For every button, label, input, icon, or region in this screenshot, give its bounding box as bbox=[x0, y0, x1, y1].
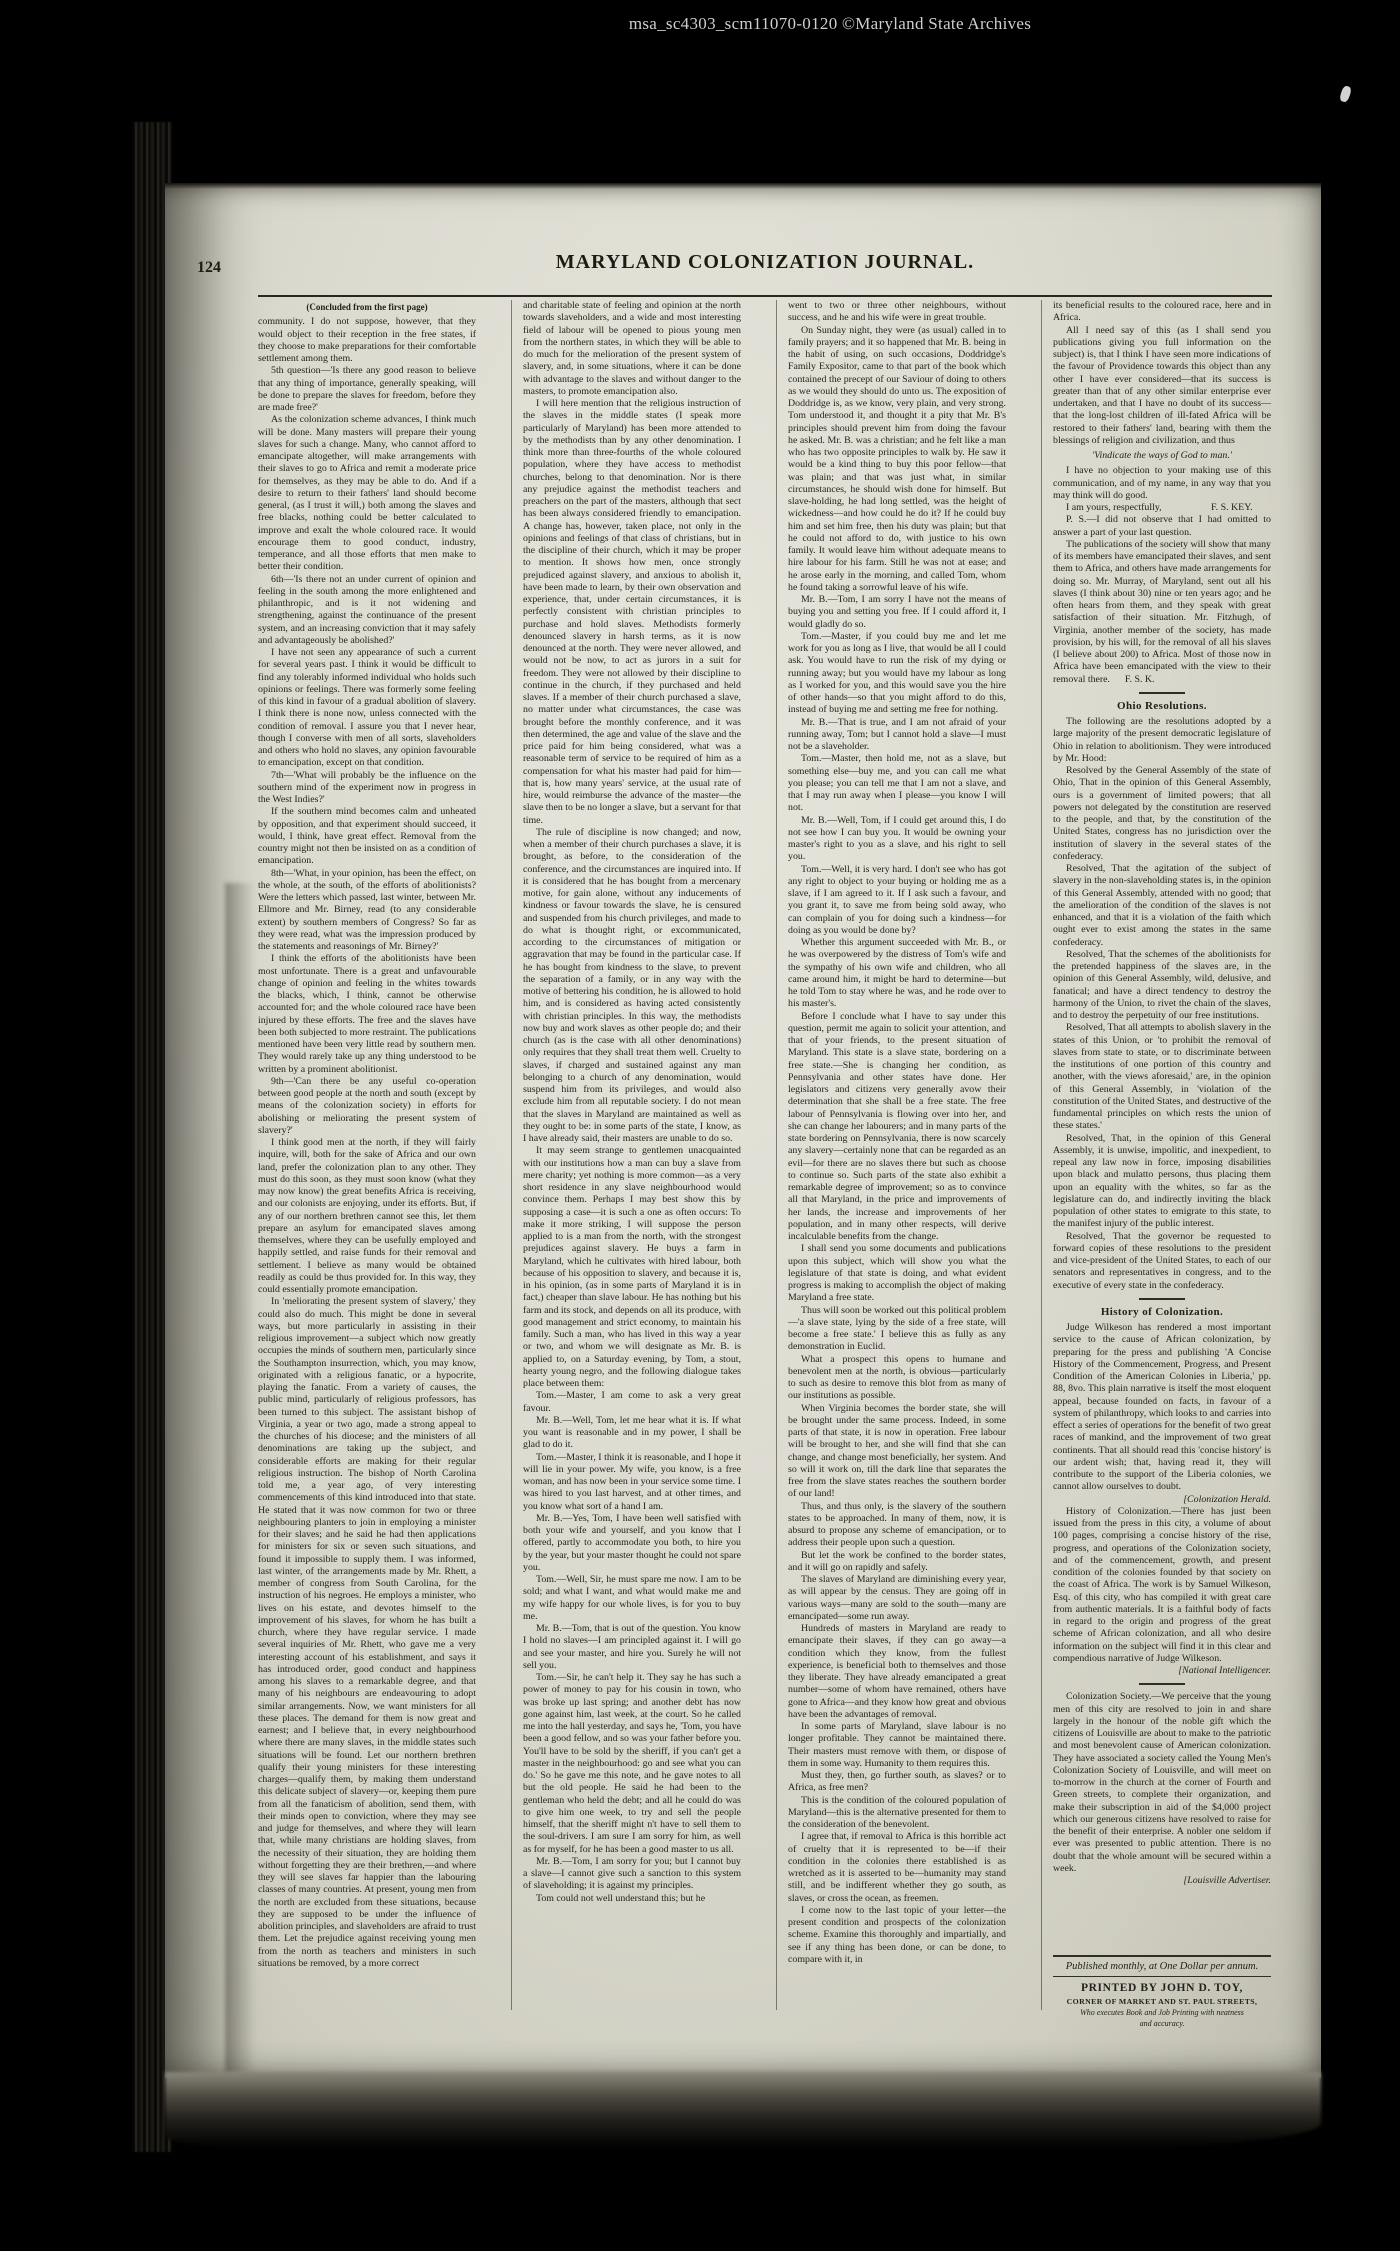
paragraph: I am yours, respectfully, F. S. KEY. bbox=[1066, 502, 1253, 513]
publisher-colophon bbox=[1053, 1951, 1271, 2028]
text-column-1 bbox=[258, 300, 476, 2012]
paragraph: community. I do not suppose, however, that they would object to their reception in the free states, if they choose to make preparations for their comfortable settlement among them. bbox=[258, 316, 476, 364]
paragraph: Before I conclude what I have to say under this question, permit me again to solicit your attention, and that of your friends, to the present situation of Maryland. This state is a slave state, bordering on a free state.—She is changing her condition, as Pennsylvania and other states have done. Her legislators and citizens very generally avow their determination that she shall be a free state. The free labour of Pennsylvania is flowing over into her, and she can change her labourers; and in many parts of the state bordering on Pennsylvania, there is now scarcely any slavery—certainly none that can be regarded as an evil—for there are no slaves there but such as choose to continue so. Such parts of the state also exhibit a remarkable degree of improvement; so as to convince all that Maryland, in the price and improvements of her lands, the increase and improvements of her population, and in many other respects, will derive incalculable benefits from the change. bbox=[788, 1010, 1006, 1242]
paragraph: Tom.—Well, it is very hard. I don't see who has got any right to object to your buying or holding me as a slave, if I am agreed to it. If I ask such a favour, and you grant it, to save me from being sold away, who can complain of you for doing such a kindness—for doing as you would be done by? bbox=[788, 863, 1006, 936]
column-divider bbox=[1041, 300, 1042, 2010]
paragraph: I come now to the last topic of your letter—the present condition and prospects of the colonization scheme. Examine this thoroughly and impartially, and see if any thing has been done, or can be done, to compare with it, in bbox=[788, 1904, 1006, 1965]
paragraph: Thus will soon be worked out this political problem—'a slave state, lying by the side of a free state, will become a free state.' I believe this as fully as any demonstration in Euclid. bbox=[788, 1304, 1006, 1353]
paragraph: Tom.—Well, Sir, he must spare me now. I am to be sold; and what I want, and what would make me and my wife happy for our whole lives, is for you to buy me. bbox=[523, 1574, 741, 1622]
section-divider bbox=[1139, 1683, 1185, 1685]
header-rule bbox=[258, 295, 1272, 297]
paragraph: It may seem strange to gentlemen unacquainted with our institutions how a man can buy a slave from mere charity; yet nothing is more common—as a very short residence in any slave neighbourhood would convince them. Perhaps I may best show this by supposing a case—it is such a one as often occurs: To make it more striking, I will suppose the person applied to is a man from the north, with the strongest prejudices against slavery. He buys a farm in Maryland, which he cultivates with hired labour, both because of his opposition to slavery, and because it is, in his opinion, (as in some parts of Maryland it is in fact,) cheaper than slave labour. He has nothing but his farm and its stock, and depends on all its produce, with good management and strict economy, to maintain his family. Such a man, who has lived in this way a year or two, and whom we will designate as Mr. B. is applied to, on a Saturday evening, by Tom, a stout, hearty young negro, and the following dialogue takes place between them: bbox=[523, 1145, 741, 1389]
paragraph: Tom.—Master, then hold me, not as a slave, but something else—buy me, and you can call me what you please; you can tell me that I am not a slave, and that I may run away when I please—you know I will not. bbox=[788, 753, 1006, 814]
paragraph: Mr. B.—Well, Tom, if I could get around this, I do not see how I can buy you. It would be owning your master's right to you as a slave, and his right to sell you. bbox=[788, 814, 1006, 863]
printer-note-line2: and accuracy. bbox=[1139, 2019, 1185, 2028]
source-attribution: [Colonization Herald. bbox=[1183, 1493, 1271, 1505]
paragraph: In 'meliorating the present system of slavery,' they could also do much. This might be done in several ways, but more particularly in assisting in their religious improvement—a subject which now greatly occupies the minds of southern men, particularly since the Southampton insurrection, which, you may know, originated with a religious fanatic, or a hypocrite, playing the fanatic. From a variety of causes, the public mind, particularly of religious professors, has been turned to this subject. The assistant bishop of Virginia, a year or two ago, made a strong appeal to the churches of his diocese; and the ministers of all denominations are taking up the subject, and considerable efforts are making for their regular religious instruction. The bishop of North Carolina told me, a year ago, of very interesting commencements of this kind introduced into that state. He stated that it was now common for two or three neighbouring planters to join in employing a minister for their slaves; and he said he had then applications for ministers for six or seven such situations, and found it impossible to supply them. I was informed, last winter, of the arrangements made by Mr. Rhett, a member of congress from South Carolina, for the instruction of his negroes. He employs a minister, who lives on his estate, and devotes himself to the improvement of his slaves, for whom he has built a church, where they have regular service. I made several inquiries of Mr. Rhett, who gave me a very interesting account of his establishment, and says it has introduced order, good conduct and happiness among his slaves to a remarkable degree, and that many of his neighbours are endeavouring to adopt similar arrangements. Now, we want ministers for all these places. The demand for them is now great and earnest; and I believe that, in every neighbourhood where there are many slaves, in the middle states such situations will be found. Let our northern brethren qualify their young ministers for these interesting charges—qualify them, by making them understand this delicate subject of slavery—or, keeping them pure from all the fanaticism of abolition, send them, with their minds open to conviction, where they may see and judge for themselves, and where they will learn that, while many christians are holding slaves, from the necessity of their situation, they are holding them without forgetting they are their brethren,—and where they will see slaves far happier than the labouring classes of many countries. At present, young men from the north are excluded from these situations, because they are supposed to be under the influence of abolition principles, and slaveholders are afraid to trust them. Let the prejudice against receiving young men from the north as teachers and ministers in such situations be removed, by a more correct bbox=[258, 1296, 476, 1969]
paragraph: Whether this argument succeeded with Mr. B., or he was overpowered by the distress of Tom's wife and the sympathy of his own wife and children, who all came around him, it might be hard to determine—but he told Tom to stay where he was, and he rode over to his master's. bbox=[788, 937, 1006, 1010]
column-divider bbox=[776, 300, 777, 2010]
paragraph: and charitable state of feeling and opinion at the north towards slaveholders, and a wide and most interesting field of labour will be opened to pious young men from the northern states, in which they will be able to do much for the melioration of the present system of slavery, and, in some situations, where it can be done with advantage to the slaves and without danger to the masters, to promote emancipation also. bbox=[523, 300, 741, 397]
paragraph: This is the condition of the coloured population of Maryland—this is the alternative presented for them to the consideration of the benevolent. bbox=[788, 1794, 1006, 1830]
paragraph: Tom.—Master, if you could buy me and let me work for you as long as I live, that would be all I could ask. You would have to run the risk of my dying or running away; but you would have my labour as long as I worked for you, and this would save you the hire of other hands—so that you might afford to do this, instead of buying me and setting me free for nothing. bbox=[788, 630, 1006, 716]
source-attribution: [Louisville Advertiser. bbox=[1183, 1875, 1271, 1886]
paragraph: Must they, then, go further south, as slaves? or to Africa, as free men? bbox=[788, 1770, 1006, 1794]
paragraph: Tom.—Master, I think it is reasonable, and I hope it will lie in your power. My wife, you know, is a free woman, and has now been in your service some time. I was hired to you last harvest, and at other times, and you know what sort of a hand I am. bbox=[523, 1451, 741, 1512]
paragraph: Resolved by the General Assembly of the state of Ohio, That in the opinion of this General Assembly, ours is a government of limited powers; that all powers not delegated by the constitution are reserved to the people, and that, by the constitution of the United States, congress has no jurisdiction over the institution of slavery in the several states of the confederacy. bbox=[1053, 765, 1271, 862]
page-crease-shadow bbox=[225, 883, 255, 2073]
paragraph: I have not seen any appearance of such a current for several years past. I think it would be difficult to find any tolerably informed individual who holds such opinions or feelings. There was formerly some feeling of this kind in favour of a gradual abolition of slavery. I think there is none now, unless connected with the condition of removal. I assure you that I never hear, though I converse with men of all sorts, slaveholders and others who hold no slaves, any opinion favourable to emancipation, except on that condition. bbox=[258, 647, 476, 769]
printer-note-line1: Who executes Book and Job Printing with neatness bbox=[1080, 2008, 1244, 2017]
journal-page bbox=[165, 183, 1321, 2078]
continuation-note: (Concluded from the first page) bbox=[306, 302, 428, 312]
journal-title: MARYLAND COLONIZATION JOURNAL. bbox=[555, 251, 975, 273]
text-column-4 bbox=[1053, 300, 1271, 1886]
paragraph: Tom.—Sir, he can't help it. They say he has such a power of money to pay for his cousin in town, who was broke up last spring; and another debt has now gone against him, last week, at the court. So he called me into the hall yesterday, and says he, 'Tom, you have been a good fellow, and so was your father before you. You'll have to be sold by the sheriff, if you can't get a master in the neighbourhood: go and see what you can do.' So he gave me this note, and he gave notes to all but the old people. He said he had been to the gentleman who held the debt; and all he could do was to give him one week, to try and sell the people himself, that the sheriff might n't have to sell them to the soul-drivers. I am sure I am sorry for him, as well as for myself, for he has been a good master to us all. bbox=[523, 1672, 741, 1855]
paragraph: History of Colonization.—There has just been issued from the press in this city, a volume of about 100 pages, comprising a concise history of the rise, progress, and operations of the Colonization society, and of the commencement, growth, and present condition of the colonies founded by that society on the coast of Africa. The work is by Samuel Wilkeson, Esq. of this city, who has compiled it with great care from authentic materials. It is a faithful body of facts in regard to the origin and progress of the great scheme of African colonization, and all who desire information on the subject will find it in this clear and compendious narrative of Judge Wilkeson. bbox=[1053, 1505, 1271, 1664]
paragraph: 7th—'What will probably be the influence on the southern mind of the experiment now in progress in the West Indies?' bbox=[258, 769, 476, 805]
text-column-3 bbox=[788, 300, 1006, 2012]
paragraph: In some parts of Maryland, slave labour is no longer profitable. They cannot be maintained there. Their masters must remove with them, or dispose of them in some way. Humanity to them requires this. bbox=[788, 1721, 1006, 1769]
paragraph: its beneficial results to the coloured race, here and in Africa. bbox=[1053, 300, 1271, 324]
paragraph: When Virginia becomes the border state, she will be brought under the same process. Indeed, in some parts of that state, it is now in operation. Free labour will be brought to her, and she will find that she can change, and change most beneficially, her system. And so will it work on, till the dark line that separates the free from the slave states reaches the southern border of our land! bbox=[788, 1402, 1006, 1500]
section-divider bbox=[1139, 692, 1185, 694]
paragraph: Resolved, That the schemes of the abolitionists for the pretended happiness of the slaves are, in the opinion of this General Assembly, wild, delusive, and fanatical; and have a direct tendency to destroy the harmony of the Union, to rivet the chain of the slaves, and to destroy the perpetuity of our free institutions. bbox=[1053, 948, 1271, 1021]
paragraph: I agree that, if removal to Africa is this horrible act of cruelty that it is represented to be—if their condition in the colonies there established is as wretched as it is asserted to be—humanity may stand still, and be indifferent whether they go south, as slaves, or cross the ocean, as freemen. bbox=[788, 1831, 1006, 1904]
paragraph: 5th question—'Is there any good reason to believe that any thing of importance, generally speaking, will be done to prepare the slaves for freedom, before they are made free?' bbox=[258, 365, 476, 413]
paragraph: Resolved, That, in the opinion of this General Assembly, it is unwise, impolitic, and inexpedient, to repeal any law now in force, imposing disabilities upon black and mulatto persons, thus placing them upon an equality with the whites, so far as the legislature can do, and indirectly inviting the black population of other states to emigrate to this state, to the manifest injury of the public interest. bbox=[1053, 1132, 1271, 1230]
paragraph: I think good men at the north, if they will fairly inquire, will, both for the sake of Africa and our own land, prefer the colonization plan to any other. They must do this soon, as they must soon know (what they may now know) the great benefits Africa is receiving, and our colonists are enjoying, under its efforts. But, if any of our northern brethren cannot see this, let them prepare an asylum for emancipated slaves among themselves, where they can be usefully employed and happily settled, and raise funds for their removal and settlement. I believe as many would be obtained readily as could be thus provided for. In this way, they could essentially promote emancipation. bbox=[258, 1137, 476, 1295]
paragraph: Tom.—Master, I am come to ask a very great favour. bbox=[523, 1390, 741, 1414]
page-number: 124 bbox=[197, 259, 221, 276]
text-column-2 bbox=[523, 300, 741, 2012]
paragraph: P. S.—I did not observe that I had omitted to answer a part of your last question. bbox=[1053, 514, 1271, 538]
section-heading: History of Colonization. bbox=[1100, 1305, 1224, 1318]
paragraph: went to two or three other neighbours, without success, and he and his wife were in great trouble. bbox=[788, 300, 1006, 324]
paragraph: Mr. B.—Yes, Tom, I have been well satisfied with both your wife and yourself, and you know that I offered, partly to accommodate you both, to hire you by the year, but your master thought he could not spare you. bbox=[523, 1512, 741, 1573]
book-bottom-edge bbox=[165, 2072, 1321, 2157]
paragraph: Mr. B.—Tom, that is out of the question. You know I hold no slaves—I am principled against it. I will go and see your master, and hire you. Surely he will not sell you. bbox=[523, 1623, 741, 1671]
colophon-rule bbox=[1053, 1955, 1271, 1957]
archive-watermark: msa_sc4303_scm11070-0120 ©Maryland State Archives bbox=[628, 14, 1032, 33]
paragraph: I think the efforts of the abolitionists have been most unfortunate. There is a great and unfavourable change of opinion and feeling in the whites towards the blacks, which, I think, cannot be otherwise accounted for; and the whole coloured race have been injured by these efforts. The free and the slaves have been both subjected to more restraint. The publications mentioned have been very little read by southern men. They would rarely take up any thing understood to be written by a prominent abolitionist. bbox=[258, 953, 476, 1075]
paragraph: 9th—'Can there be any useful co-operation between good people at the north and south (except by means of the colonization society) in efforts for abolishing or meliorating the present system of slavery?' bbox=[258, 1075, 476, 1136]
column-divider bbox=[511, 300, 512, 2010]
paragraph: All I need say of this (as I shall send you publications giving you full information on the subject) is, that I think I have seen more indications of the favour of Providence towards this object than any other I have ever considered—that its success is greater than that of any other similar enterprise ever undertaken, and that I have no doubt of its success—that the long-lost children of ill-fated Africa will be restored to their fathers' land, bearing with them the blessings of religion and civilization, and thus bbox=[1053, 324, 1271, 446]
paragraph: Mr. B.—Tom, I am sorry for you; but I cannot buy a slave—I cannot give such a sanction to this system of slaveholding; it is against my principles. bbox=[523, 1855, 741, 1892]
section-heading: Ohio Resolutions. bbox=[1117, 699, 1207, 712]
paragraph: Resolved, That all attempts to abolish slavery in the states of this Union, or 'to prohibit the removal of slaves from state to state, or to discriminate between the institutions of one portion of this country and another, with the views aforesaid,' are, in the opinion of this General Assembly, in 'violation of the constitution of the United States, and destructive of the fundamental principles on which rests the union of these states.' bbox=[1053, 1022, 1271, 1132]
paragraph: Judge Wilkeson has rendered a most important service to the cause of African colonization, by preparing for the press and publishing 'A Concise History of the Commencement, Progress, and Present Condition of the American Colonies in Liberia,' pp. 88, 8vo. This plain narrative is itself the most eloquent appeal, because founded on facts, in favour of a system of philanthropy, which looks to and carries into effect a series of operations for the benefit of two great races of mankind, and the improvement of two great continents. That all should read this 'concise history' is our ardent wish; that, having read it, they will contribute to the support of the Liberia colonies, we cannot allow ourselves to doubt. bbox=[1053, 1322, 1271, 1493]
paragraph: The following are the resolutions adopted by a large majority of the present democratic legislature of Ohio in relation to abolitionism. They were introduced by Mr. Hood: bbox=[1053, 716, 1271, 764]
paragraph: Mr. B.—That is true, and I am not afraid of your running away, Tom; but I cannot hold a slave—I must not be a slaveholder. bbox=[788, 716, 1006, 752]
paragraph: I have no objection to your making use of this communication, and of my name, in any way that you may think will do good. bbox=[1053, 465, 1271, 501]
paragraph: The rule of discipline is now changed; and now, when a member of their church purchases a slave, it is brought, as before, to the consideration of the conference, and the circumstances are inquired into. If it is considered that he has bought from a mercenary motive, for gain alone, without any inducements of kindness or favour towards the slave, he is censured and suspended from his church privileges, and made to do what is thought right, or excommunicated, according to the circumstances of mitigation or aggravation that may be found in the particular case. If he has bought from kindness to the slave, to prevent the separation of a family, or in any way with the motive of bettering his condition, he is allowed to hold him, and is considered as having acted consistently with christian principles. In this way, the methodists now buy and work slaves as other people do; and their church (as is the case with all other denominations) only requires that they shall treat them well. Cruelty to slaves, if charged and sustained against any man belonging to a church of any denomination, would suspend him from its privileges, and would also exclude him from all reputable society. I do not mean that the slaves in Maryland are maintained as well as they ought to be: in some parts of the state, I know, as I have already said, their masters are unable to do so. bbox=[523, 826, 741, 1144]
paragraph: Resolved, That the agitation of the subject of slavery in the non-slaveholding states is, in the opinion of this General Assembly, attended with no good; that the amelioration of the condition of the slaves is not enhanced, and that it is a violation of the faith which ought ever to exist among the states in the same confederacy. bbox=[1053, 863, 1271, 948]
paragraph: The slaves of Maryland are diminishing every year, as will appear by the census. They are going off in various ways—many are sold to the south—many are emancipated—some run away. bbox=[788, 1574, 1006, 1622]
paragraph: I shall send you some documents and publications upon this subject, which will show you what the legislature of that state is doing, and what evident progress is making to accomplish the object of making Maryland a free state. bbox=[788, 1243, 1006, 1304]
paragraph: 'Vindicate the ways of God to man.' bbox=[1092, 450, 1232, 461]
paragraph: 8th—'What, in your opinion, has been the effect, on the whole, at the south, of the efforts of abolitionists? Were the letters which passed, last winter, between Mr. Ellmore and Mr. Birney, read (to any considerable extent) by southern members of Congress? So far as they were read, what was the impression produced by the statements and reasonings of Mr. Birney?' bbox=[258, 867, 476, 952]
paragraph: Thus, and thus only, is the slavery of the southern states to be approached. In many of them, now, it is absurd to propose any scheme of emancipation, or to address their people upon such a question. bbox=[788, 1500, 1006, 1549]
paragraph: On Sunday night, they were (as usual) called in to family prayers; and it so happened that Mr. B. being in the habit of using, on such occasions, Doddridge's Family Expositor, came to that part of the book which contained the precept of our Saviour of doing to others as we would they should do unto us. The exposition of Doddridge is, as we know, very plain, and very strong. Tom understood it, and thought it a pity that Mr. B's principles should prevent him from doing the favour he asked. Mr. B. was a christian; and he felt like a man who has two opposite principles to walk by. He saw it would be a kind thing to buy this poor fellow—that was plain; and that was just what, in similar circumstances, he should wish done for himself. But slave-holding, he had long settled, was the height of wickedness—and how could he do it? If he could buy him and set him free, then his duty was plain; but that he could not afford to do, with justice to his own family. It would leave him without adequate means to hire labour for his farm. Still he was not at ease; and he arose early in the morning, and called Tom, whom he found taking a sorrowful leave of his wife. bbox=[788, 324, 1006, 593]
printer-name: PRINTED BY JOHN D. TOY, bbox=[1080, 1982, 1244, 1994]
paragraph: Resolved, That the governor be requested to forward copies of these resolutions to the president and vice-president of the United States, to each of our senators and representatives in congress, and to the executive of every state in the confederacy. bbox=[1053, 1230, 1271, 1291]
publication-terms: Published monthly, at One Dollar per annum. bbox=[1065, 1961, 1259, 1972]
paragraph: Mr. B.—Well, Tom, let me hear what it is. If what you want is reasonable and in my power, I shall be glad to do it. bbox=[523, 1414, 741, 1451]
paragraph: Tom could not well understand this; but he bbox=[536, 1892, 706, 1904]
paragraph: As the colonization scheme advances, I think much will be done. Many masters will prepare their young slaves for such a change. Many, who cannot afford to emancipate altogether, will make arrangements with their slaves to go to Africa and remit a moderate price for themselves, as they may be able to do. And if a desire to return to their fathers' land should become general, (as I trust it will,) both among the slaves and free blacks, nothing could be better calculated to improve and exalt the whole coloured race. It would encourage them to good conduct, industry, temperance, and all those efforts that men make to better their condition. bbox=[258, 414, 476, 573]
section-divider bbox=[1139, 1298, 1185, 1300]
printer-address: CORNER OF MARKET AND ST. PAUL STREETS, bbox=[1066, 1997, 1258, 2006]
paragraph: What a prospect this opens to humane and benevolent men at the north, is obvious—particularly to such as desire to remove this blot from as many of our institutions as possible. bbox=[788, 1353, 1006, 1402]
paragraph: I will here mention that the religious instruction of the slaves in the middle states (I speak more particularly of Maryland) has been more attended to by the methodists than by any other denomination. I think more than three-fourths of the whole coloured population, where they have access to methodist churches, belong to that denomination. Nor is there any prejudice against the methodist teachers and preachers on the part of the masters, although that sect has been always considered friendly to emancipation. A change has, however, taken place, not only in the opinions and feelings of that class of christians, but in the discipline of their church, which it may be proper to mention. It shows how men, once strongly prejudiced against slavery, and anxious to abolish it, have been made to learn, by their own observation and experience, that, under certain circumstances, it is perfectly consistent with christian principles to purchase and hold slaves. Methodists formerly denounced slavery in harsh terms, as it is now denounced at the north. They were never allowed, and would not be now, to act as jurors in a suit for freedom. They were not allowed by their discipline to continue in the church, if they purchased and held slaves. If a member of their church purchased a slave, no matter under what circumstances, the case was brought before the monthly conference, and it was then determined, the age and value of the slave and the price paid for him being considered, what was a reasonable term of service to be required of him as a compensation for what his master had paid for him—that is, how many years' service, at the usual rate of hire, would reimburse the advance of the master—the slave then to be no longer a slave, but a servant for that time. bbox=[523, 398, 742, 826]
paragraph: Mr. B.—Tom, I am sorry I have not the means of buying you and setting you free. If I could afford it, I would gladly do so. bbox=[788, 594, 1006, 630]
paragraph: 6th—'Is there not an under current of opinion and feeling in the south among the more enlightened and philanthropic, and is it not widening and strengthening, against the continuance of the present system, and an increasing conviction that it may safely and advantageously be abolished?' bbox=[258, 573, 476, 646]
paragraph: But let the work be confined to the border states, and it will go on rapidly and safely. bbox=[788, 1549, 1006, 1573]
paragraph: If the southern mind becomes calm and unheated by opposition, and that experiment should succeed, it would, I think, have great effect. Removal from the country might not then be insisted on as a condition of emancipation. bbox=[258, 806, 476, 867]
paragraph: Hundreds of masters in Maryland are ready to emancipate their slaves, if they can go away—a condition which they know, from the fullest experience, is beneficial both to themselves and those they liberate. They have already emancipated a great number—some of whom have remained, others have gone to Africa—and they know how great and obvious have been the advantages of removal. bbox=[788, 1623, 1006, 1720]
paragraph: The publications of the society will show that many of its members have emancipated their slaves, and sent them to Africa, and others have made arrangements for doing so. Mr. Murray, of Maryland, sent out all his slaves (I think about 30) nine or ten years ago; and he often hears from them, and they speak with great satisfaction of their situation. Mr. Fitzhugh, of Virginia, another member of the society, has made provision, by his will, for the removal of all his slaves (I believe about 200) to Africa. Most of those now in Africa have been emancipated with the view to their removal there. F. S. K. bbox=[1053, 538, 1271, 685]
source-attribution: [National Intelligencer. bbox=[1178, 1665, 1271, 1676]
paragraph: Colonization Society.—We perceive that the young men of this city are resolved to join in and share largely in the honour of the noble gift which the citizens of Louisville are about to make to the patriotic and most benevolent cause of American colonization. They have associated a society called the Young Men's Colonization Society of Louisville, and will meet on to-morrow in the church at the corner of Fourth and Green streets, to complete their organization, and make their subscription in aid of the $4,000 project which our generous citizens have resolved to raise for the benefit of their enterprise. A nobler one seldom if ever was presented to public attention. There is no doubt that the whole amount will be secured within a week. bbox=[1053, 1691, 1271, 1874]
photo-artifact bbox=[1339, 85, 1353, 103]
colophon-rule bbox=[1053, 1976, 1271, 1977]
